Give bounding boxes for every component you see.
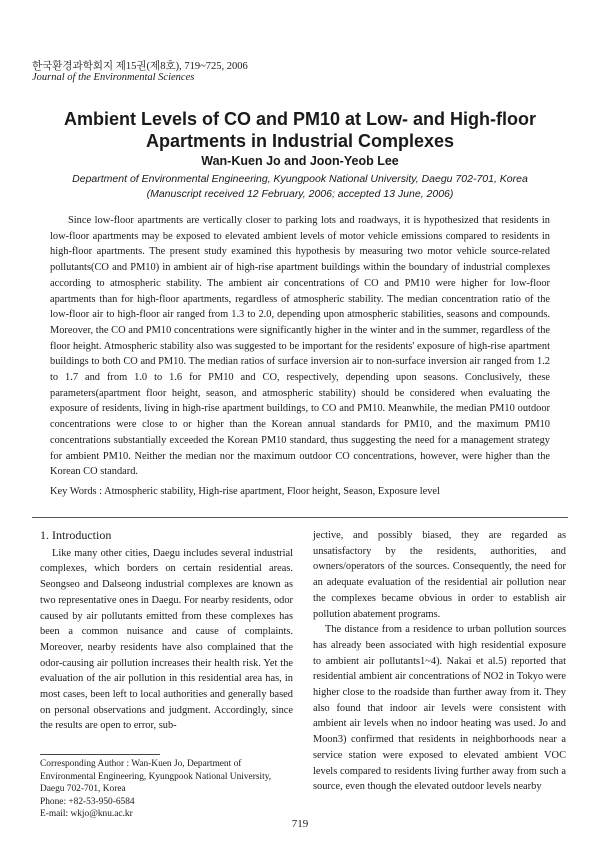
keywords: Key Words : Atmospheric stability, High-rise apartment, Floor height, Season, Exposure level [50, 486, 440, 497]
manuscript-dates: (Manuscript received 12 February, 2006; accepted 13 June, 2006) [146, 188, 454, 200]
right-column [313, 528, 566, 795]
introduction-paragraph-2: The distance from a residence to urban pollution sources has already been associated with high residential exposure to ambient air pollutants1~4). Nakai et al.5) reported that residential ambient air concentrations of NO2 in Tokyo were higher close to the roadside than further away from it. They also found that indoor air levels were consistent with ambient air levels when no indoor heating was used. Jo and Moon3) confirmed that residents in neighborhoods near a service station were exposed to elevated ambient VOC levels compared to residents living further away from such a source, even though the elevated outdoor levels nearby [313, 624, 566, 793]
author-affiliation-block [30, 172, 570, 202]
abstract-text: Since low-floor apartments are vertically closer to parking lots and roadways, it is hypothesized that residents in low-floor apartments may be exposed to elevated ambient levels of motor vehicle emissions compared to residents in high-floor apartments. The present study examined this hypothesis by measuring two motor vehicle source-related pollutants(CO and PM10) in ambient air of high-rise apartment buildings within the boundary of industrial complexes according to atmospheric stability. The ambient air concentrations of CO and PM10 were higher for low-floor apartments than for high-floor apartments, regardless of atmospheric stability. The median concentration ratio of the low-floor air to high-floor air ranged from 1.3 to 2.0, depending upon atmospheric stabilities, seasons and compounds. Moreover, the CO and PM10 concentrations were significantly higher in the winter and in the summer, regardless of the floor height. Atmospheric stability also was suggested to be important for the residents' exposure of high-rise apartment buildings to both CO and PM10. The median ratios of surface inversion air to non-surface inversion air ranged from 1.2 to 1.7 and from 1.0 to 1.6 for PM10 and CO, respectively, depending upon seasons. Conclusively, these parameters(apartment floor height, season, and atmospheric stability) should be considered when evaluating the exposure of residents, living in high-rise apartment buildings, to CO and PM10. Meanwhile, the median PM10 outdoor concentrations were close to or higher than the Korean annual standards for PM10, and the maximum PM10 concentrations substantially exceeded the Korean PM10 standard, thus suggesting the need for a management strategy for ambient PM10. Neither the median nor the maximum outdoor CO concentrations, however, were higher than the Korean CO standard. [50, 215, 550, 478]
article-title [30, 108, 570, 152]
page-number: 719 [291, 818, 309, 830]
introduction-paragraph-1: Like many other cities, Daegu includes several industrial complexes, which borders on certain residential areas. Seongseo and Dalseong industrial complexes are known as two representative ones in Daegu. For nearby residents, odor caused by air pollutants emitted from these complexes has been a common nuisance and cause of complaints. Moreover, nearby residents have also complained that the odor-causing air pollution increases their health risk. Yet the evaluation of the air pollution in this residential area has, in most cases, been left to local authorities and generally based on personal observations and judgment. Accordingly, since the results are open to error, sub- [40, 547, 293, 732]
journal-citation: 한국환경과학회지 제15권(제8호), 719~725, 2006 [32, 61, 248, 72]
footnote-email: E-mail: wkjo@knu.ac.kr [40, 809, 133, 820]
corresponding-author-footnote [40, 758, 295, 821]
introduction-paragraph-1-continued: jective, and possibly biased, they are regarded as unsatisfactory by the residents, authorities, and owners/operators of the sources. Consequently, the need for an adequate evaluation of the residential air pollution near the complexes became obvious in order to establish air pollution abatement programs. [313, 530, 566, 620]
section-heading: 1. Introduction [40, 528, 112, 542]
title-line-2: Apartments in Industrial Complexes [145, 131, 455, 151]
left-column [40, 528, 293, 734]
journal-name: Journal of the Environmental Sciences [32, 72, 195, 83]
footnote-phone: Phone: +82-53-950-6584 [40, 796, 135, 807]
article-authors: Wan-Kuen Jo and Joon-Yeob Lee [201, 154, 399, 168]
affiliation: Department of Environmental Engineering, Kyungpook National University, Daegu 702-701, Korea [72, 173, 528, 185]
footnote-author: Corresponding Author : Wan-Kuen Jo, Department of Environmental Engineering, Kyungpook National University, Daegu 702-701, Korea [40, 759, 272, 795]
footnote-rule [40, 754, 160, 755]
section-divider [32, 517, 568, 518]
title-line-1: Ambient Levels of CO and PM10 at Low- and High-floor [63, 109, 537, 129]
